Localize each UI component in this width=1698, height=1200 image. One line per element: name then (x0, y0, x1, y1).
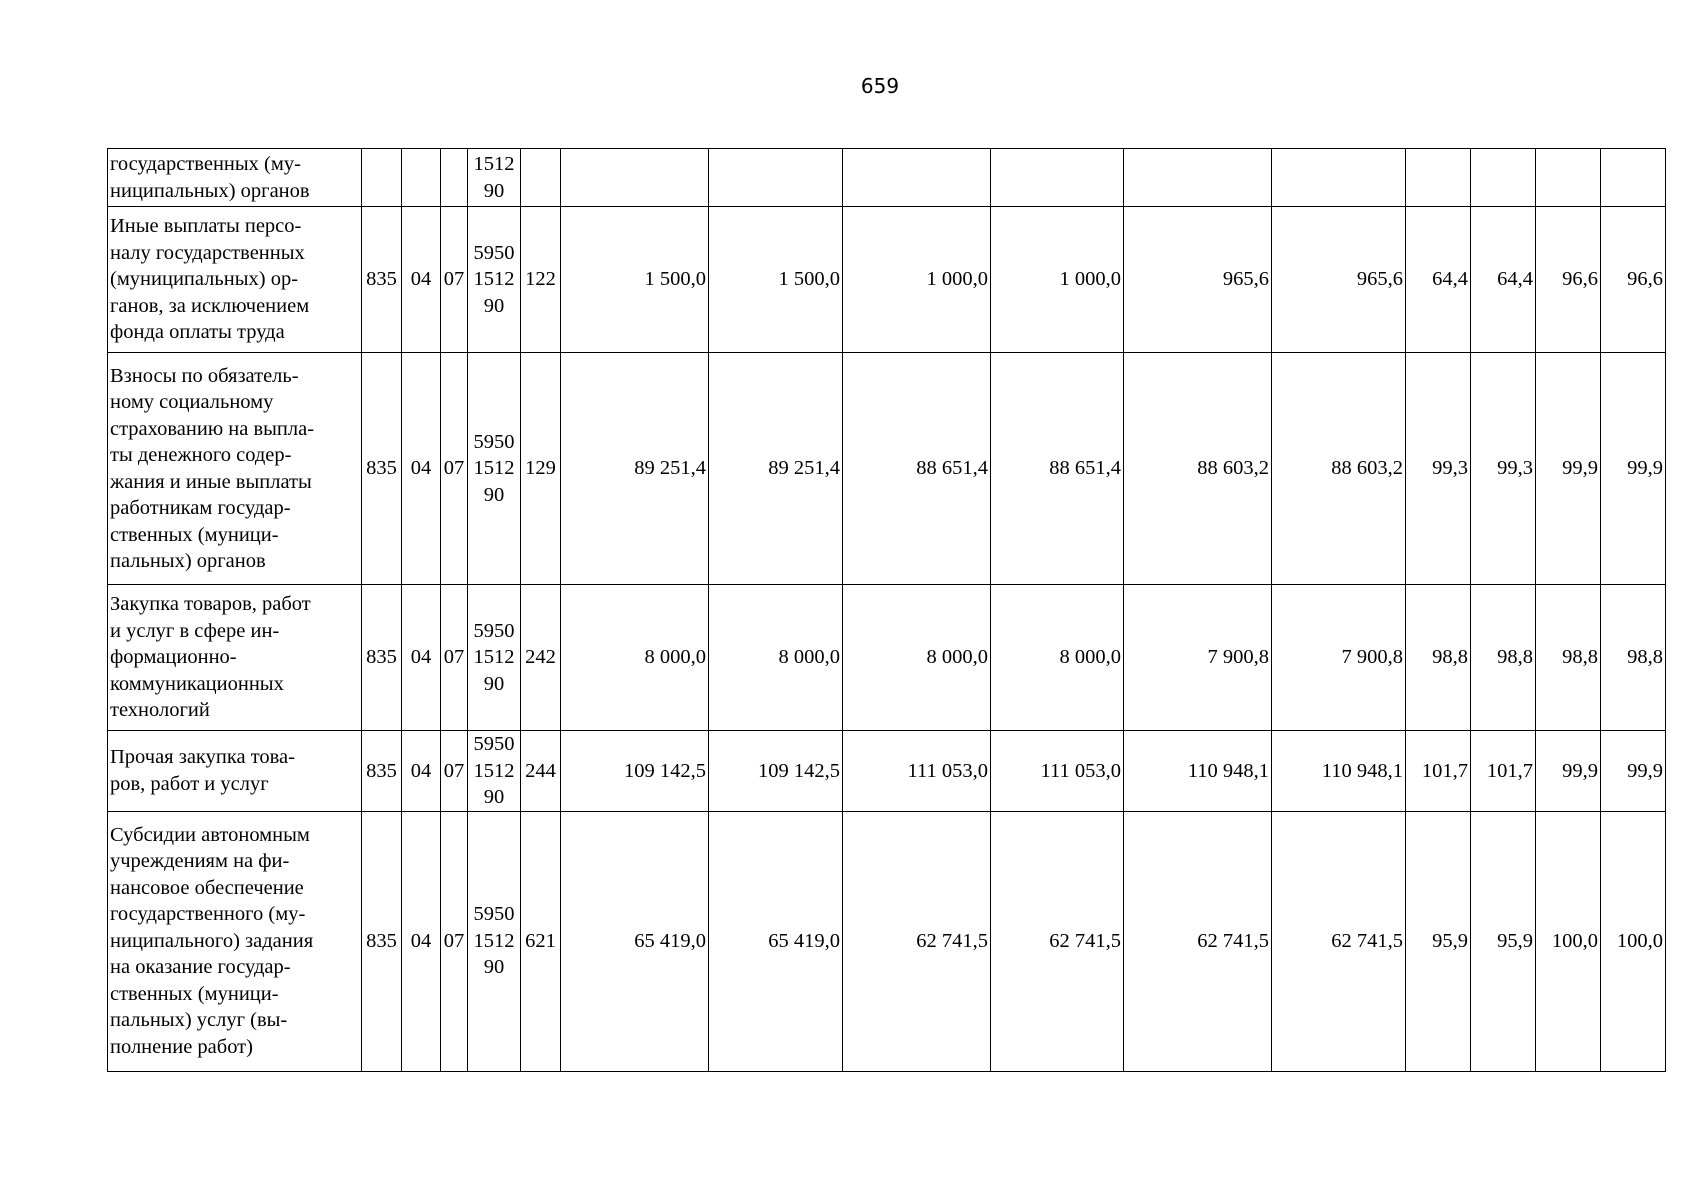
expense-name-line: ганов, за исключением (110, 294, 310, 317)
expense-name-line: (муниципальных) ор- (110, 268, 299, 291)
expense-type-cell: 621 (521, 811, 561, 1071)
percent-cell-2: 95,9 (1471, 811, 1536, 1071)
target-article-line: 1512 (473, 759, 515, 782)
expense-name-line: ниципального) задания (110, 929, 314, 952)
expense-name-line: ров, работ и услуг (110, 772, 269, 795)
table-row (108, 731, 1666, 812)
expense-name-line: Субсидии автономным (110, 823, 310, 846)
amount-cell-5: 965,6 (1124, 207, 1272, 353)
target-article-cell (468, 585, 521, 731)
target-article-line: 90 (483, 786, 505, 808)
percent-cell-3: 98,8 (1536, 585, 1601, 731)
expense-name-line: учреждениям на фи- (110, 850, 290, 873)
expense-name-line: ниципальных) органов (110, 179, 310, 202)
percent-cell-4 (1601, 149, 1666, 207)
expense-name-line: Прочая закупка това- (110, 746, 295, 769)
target-article-line: 1512 (473, 646, 515, 669)
amount-cell-4: 1 000,0 (991, 207, 1124, 353)
amount-cell-3: 1 000,0 (843, 207, 991, 353)
table-row (108, 585, 1666, 731)
percent-cell-2: 64,4 (1471, 207, 1536, 353)
target-article-line: 1512 (473, 457, 515, 480)
percent-cell-1: 98,8 (1406, 585, 1471, 731)
percent-cell-1: 101,7 (1406, 731, 1471, 812)
expense-name-line: на оказание государ- (110, 956, 291, 979)
target-article-line: 90 (483, 179, 505, 202)
percent-cell-1 (1406, 149, 1471, 207)
amount-cell-2: 65 419,0 (709, 811, 843, 1071)
section-code-cell: 04 (402, 207, 441, 353)
target-article-cell (468, 811, 521, 1071)
expense-name-cell (108, 731, 362, 812)
amount-cell-1: 65 419,0 (561, 811, 709, 1071)
percent-cell-1: 99,3 (1406, 353, 1471, 585)
percent-cell-3: 99,9 (1536, 353, 1601, 585)
table-row (108, 207, 1666, 353)
amount-cell-2: 89 251,4 (709, 353, 843, 585)
expense-name-line: ному социальному (110, 391, 274, 413)
amount-cell-3: 62 741,5 (843, 811, 991, 1071)
expense-name-line: формационно- (110, 646, 237, 669)
section-code-cell: 04 (402, 353, 441, 585)
amount-cell-4: 8 000,0 (991, 585, 1124, 731)
amount-cell-3: 8 000,0 (843, 585, 991, 731)
ved-code-cell: 835 (362, 731, 402, 812)
target-article-line: 90 (483, 483, 505, 506)
expense-name-line: жания и иные выплаты (110, 470, 312, 493)
percent-cell-3: 96,6 (1536, 207, 1601, 353)
section-code-cell: 04 (402, 585, 441, 731)
subsection-code-cell: 07 (441, 811, 468, 1071)
expense-name-line: нансовое обеспечение (110, 876, 304, 899)
expense-name-cell (108, 149, 362, 207)
table-body (108, 149, 1666, 1072)
target-article-line: 5950 (473, 619, 515, 642)
amount-cell-5: 88 603,2 (1124, 353, 1272, 585)
target-article-cell (468, 149, 521, 207)
percent-cell-2: 98,8 (1471, 585, 1536, 731)
expense-name-line: полнение работ) (110, 1035, 253, 1058)
amount-cell-6 (1272, 149, 1406, 207)
target-article-cell (468, 731, 521, 812)
expense-type-cell: 129 (521, 353, 561, 585)
amount-cell-2: 109 142,5 (709, 731, 843, 812)
percent-cell-4: 98,8 (1601, 585, 1666, 731)
expense-name-line: ственных (муници- (110, 523, 279, 546)
amount-cell-1: 1 500,0 (561, 207, 709, 353)
section-code-cell: 04 (402, 811, 441, 1071)
target-article-line: 5950 (473, 241, 515, 264)
amount-cell-4: 88 651,4 (991, 353, 1124, 585)
expense-name-line: коммуникационных (110, 672, 284, 695)
expense-type-cell (521, 149, 561, 207)
amount-cell-1: 89 251,4 (561, 353, 709, 585)
amount-cell-3 (843, 149, 991, 207)
expense-type-cell: 242 (521, 585, 561, 731)
target-article-cell (468, 353, 521, 585)
page-number: 659 (860, 74, 900, 98)
expense-name-cell (108, 207, 362, 353)
ved-code-cell: 835 (362, 585, 402, 731)
percent-cell-3 (1536, 149, 1601, 207)
table-row (108, 811, 1666, 1071)
amount-cell-4: 111 053,0 (991, 731, 1124, 812)
table-row (108, 149, 1666, 207)
expense-name-line: работникам государ- (110, 497, 291, 519)
expense-name-line: фонда оплаты труда (110, 321, 285, 344)
target-article-line: 1512 (473, 268, 515, 291)
amount-cell-2: 1 500,0 (709, 207, 843, 353)
subsection-code-cell: 07 (441, 353, 468, 585)
expense-name-line: Иные выплаты персо- (110, 215, 302, 238)
amount-cell-4: 62 741,5 (991, 811, 1124, 1071)
amount-cell-5 (1124, 149, 1272, 207)
expense-name-line: Взносы по обязатель- (110, 364, 299, 387)
amount-cell-1 (561, 149, 709, 207)
expense-name-line: и услуг в сфере ин- (110, 619, 280, 642)
ved-code-cell: 835 (362, 207, 402, 353)
amount-cell-2 (709, 149, 843, 207)
expense-name-line: пальных) органов (110, 550, 266, 572)
budget-table (107, 148, 1666, 1072)
target-article-line: 1512 (473, 929, 515, 952)
percent-cell-4: 99,9 (1601, 353, 1666, 585)
amount-cell-1: 109 142,5 (561, 731, 709, 812)
amount-cell-6: 965,6 (1272, 207, 1406, 353)
subsection-code-cell: 07 (441, 207, 468, 353)
percent-cell-4: 99,9 (1601, 731, 1666, 812)
expense-type-cell: 244 (521, 731, 561, 812)
ved-code-cell: 835 (362, 811, 402, 1071)
expense-name-line: Закупка товаров, работ (110, 593, 311, 616)
expense-name-cell (108, 811, 362, 1071)
target-article-line: 5950 (473, 903, 515, 926)
section-code-cell: 04 (402, 731, 441, 812)
percent-cell-1: 64,4 (1406, 207, 1471, 353)
subsection-code-cell: 07 (441, 585, 468, 731)
amount-cell-3: 88 651,4 (843, 353, 991, 585)
target-article-line: 90 (483, 956, 505, 979)
target-article-line: 90 (483, 672, 505, 695)
expense-name-line: страхованию на выпла- (110, 417, 315, 440)
target-article-line: 5950 (473, 733, 515, 755)
section-code-cell (402, 149, 441, 207)
amount-cell-6: 7 900,8 (1272, 585, 1406, 731)
amount-cell-6: 110 948,1 (1272, 731, 1406, 812)
target-article-line: 1512 (473, 153, 515, 175)
expense-name-line: государственных (му- (110, 153, 301, 175)
amount-cell-5: 110 948,1 (1124, 731, 1272, 812)
amount-cell-1: 8 000,0 (561, 585, 709, 731)
amount-cell-4 (991, 149, 1124, 207)
amount-cell-6: 62 741,5 (1272, 811, 1406, 1071)
expense-name-line: технологий (110, 699, 210, 722)
expense-name-line: ственных (муници- (110, 982, 279, 1005)
amount-cell-2: 8 000,0 (709, 585, 843, 731)
amount-cell-3: 111 053,0 (843, 731, 991, 812)
percent-cell-1: 95,9 (1406, 811, 1471, 1071)
percent-cell-2: 99,3 (1471, 353, 1536, 585)
expense-name-line: пальных) услуг (вы- (110, 1009, 288, 1032)
percent-cell-4: 100,0 (1601, 811, 1666, 1071)
table-row (108, 353, 1666, 585)
percent-cell-3: 100,0 (1536, 811, 1601, 1071)
expense-name-cell (108, 353, 362, 585)
percent-cell-2: 101,7 (1471, 731, 1536, 812)
amount-cell-6: 88 603,2 (1272, 353, 1406, 585)
ved-code-cell (362, 149, 402, 207)
expense-name-cell (108, 585, 362, 731)
target-article-cell (468, 207, 521, 353)
expense-type-cell: 122 (521, 207, 561, 353)
expense-name-line: государственного (му- (110, 903, 306, 926)
percent-cell-2 (1471, 149, 1536, 207)
expense-name-line: ты денежного содер- (110, 444, 292, 466)
amount-cell-5: 62 741,5 (1124, 811, 1272, 1071)
subsection-code-cell: 07 (441, 731, 468, 812)
percent-cell-4: 96,6 (1601, 207, 1666, 353)
expense-name-line: налу государственных (110, 241, 305, 264)
subsection-code-cell (441, 149, 468, 207)
target-article-line: 90 (483, 294, 505, 317)
ved-code-cell: 835 (362, 353, 402, 585)
target-article-line: 5950 (473, 430, 515, 453)
amount-cell-5: 7 900,8 (1124, 585, 1272, 731)
percent-cell-3: 99,9 (1536, 731, 1601, 812)
